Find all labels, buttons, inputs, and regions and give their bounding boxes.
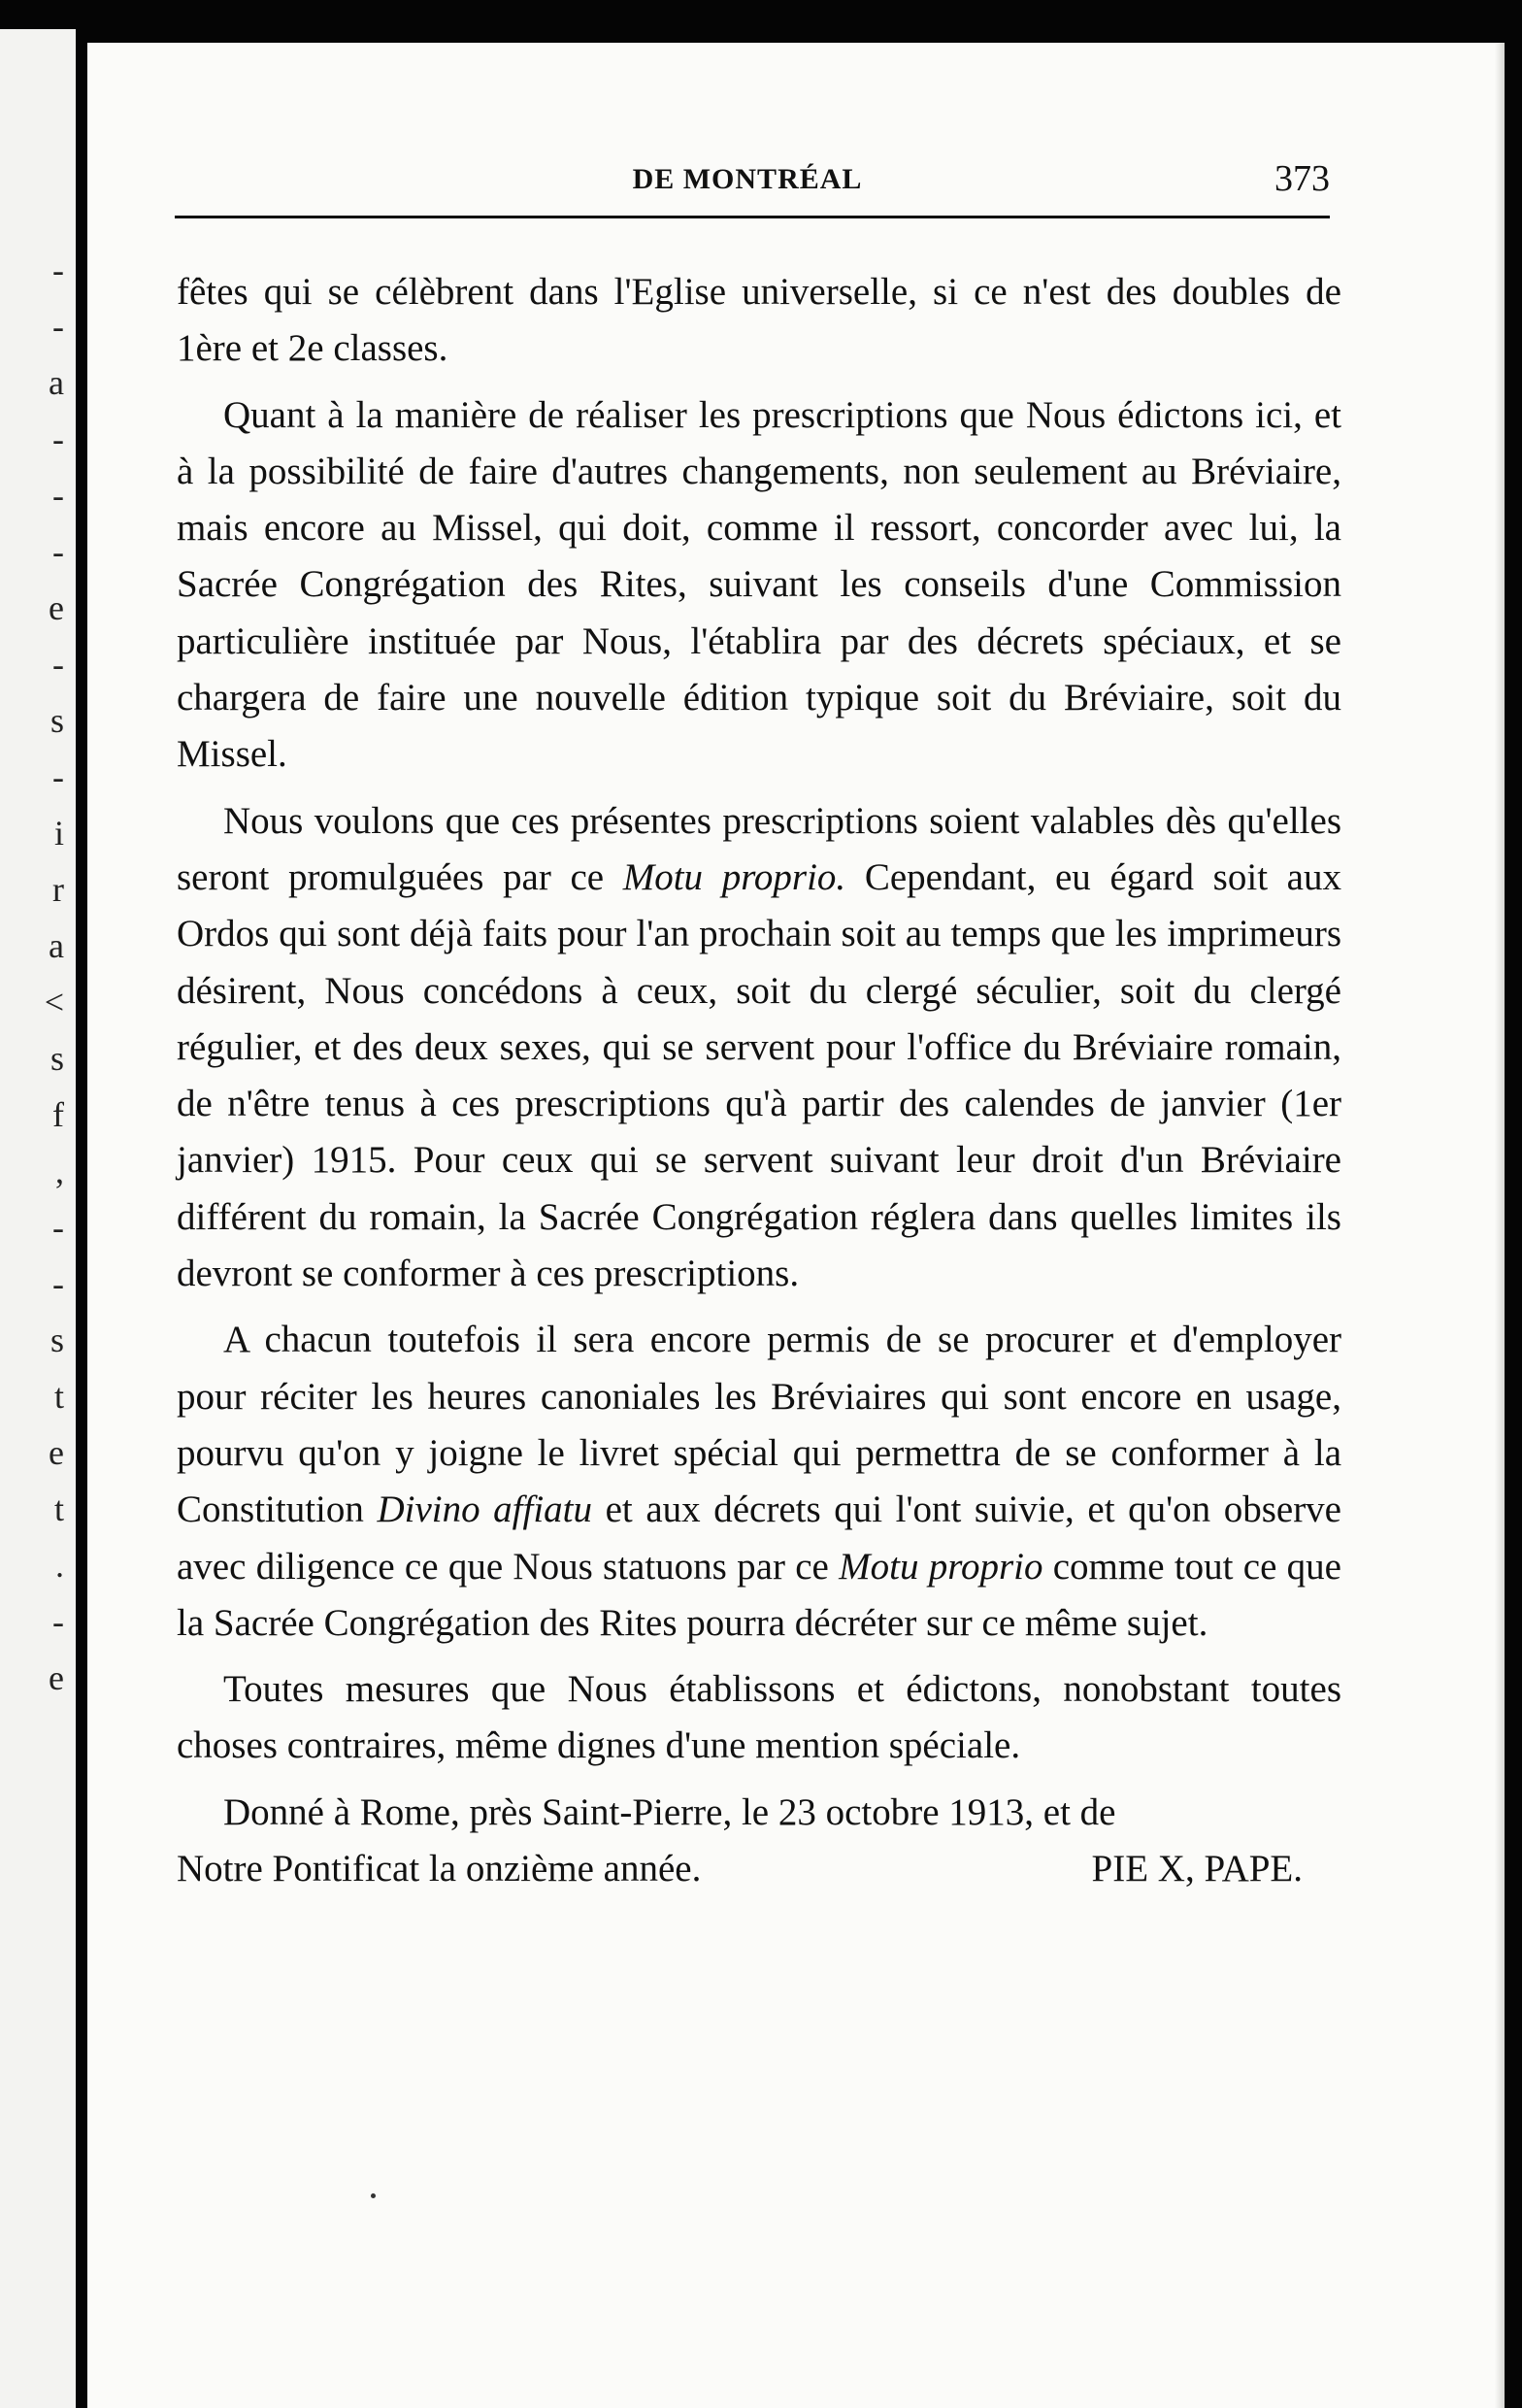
- text-run: et aux décrets qui l'ont suivie, et qu'on observe avec diligence ce que Nous statuons par ce: [177, 1488, 1341, 1588]
- italic-text: Motu proprio: [839, 1545, 1043, 1588]
- adjacent-page-fragment: f: [52, 1095, 64, 1134]
- adjacent-page-fragment: -: [52, 645, 64, 684]
- text-run: Quant à la manière de réaliser les prescriptions que Nous édictons ici, et à la possibilité de faire d'autres changements, non seulement au Bréviaire, mais encore au Missel, qui doit, comme il ressort, concorder avec lui, la Sacrée Congrégation des Rites, suivant les conseils d'une Commission particulière instituée par Nous, l'établira par des décrets spéciaux, et se chargera de faire une nouvelle édition typique soit du Bréviaire, soit du Missel.: [177, 393, 1341, 776]
- adjacent-page-fragment: ,: [55, 1152, 64, 1190]
- adjacent-page-fragment: s: [50, 1039, 64, 1078]
- page-edge-shadow: [1495, 43, 1505, 2408]
- papal-signature: PIE X, PAPE.: [1091, 1848, 1303, 1890]
- text-run: A chacun toutefois il sera encore permis de se procurer et d'employer pour réciter les heures canoniales les Bréviaires qui sont encore en usage, pourvu qu'on y joigne le livret spécial qui permettra de se conformer à la Constitution: [177, 1319, 1341, 1531]
- closing-date-line: Notre Pontificat la onzième année.: [177, 1848, 702, 1890]
- page-header: [165, 150, 1330, 208]
- header-rule: [175, 216, 1330, 218]
- page-number: 373: [1274, 158, 1330, 199]
- adjacent-page-fragment: <: [44, 983, 64, 1021]
- adjacent-page-fragment: -: [52, 419, 64, 458]
- adjacent-page-fragment: r: [52, 870, 64, 909]
- text-run: Nous voulons que ces présentes prescriptions soient valables dès qu'elles seront promulguées par ce: [177, 799, 1341, 898]
- paragraph: [177, 1661, 1341, 1775]
- paragraph: [177, 793, 1341, 1303]
- text-run: Cependant, eu égard soit aux Ordos qui sont déjà faits pour l'an prochain soit au temps que les imprimeurs désirent, Nous concédons à ceux, soit du clergé séculier, soit du clergé régulier, et des deux sexes, qui se servent pour l'office du Bréviaire romain, de n'être tenus à ces prescriptions qu'à partir des calendes de janvier (1er janvier) 1915. Pour ceux qui se servent suivant leur droit d'un Bréviaire différent du romain, la Sacrée Congrégation réglera dans quelles limites ils devront se conformer à ces prescriptions.: [177, 855, 1341, 1295]
- adjacent-page-fragment: a: [49, 363, 64, 402]
- text-run: Toutes mesures que Nous établissons et édictons, nonobstant toutes choses contraires, même dignes d'une mention spéciale.: [177, 1668, 1341, 1767]
- adjacent-page-fragment: -: [52, 1264, 64, 1303]
- text-run: fêtes qui se célèbrent dans l'Eglise universelle, si ce n'est des doubles de 1ère et 2e classes.: [177, 271, 1341, 370]
- print-speck: [371, 2193, 376, 2198]
- adjacent-page-fragment: s: [50, 1321, 64, 1359]
- adjacent-page-fragment: e: [49, 588, 64, 627]
- adjacent-page-fragment: -: [52, 307, 64, 346]
- text-run: Donné à Rome, près Saint-Pierre, le 23 octobre 1913, et de: [223, 1790, 1116, 1833]
- adjacent-page-fragment: -: [52, 1602, 64, 1641]
- adjacent-page-fragment: i: [53, 814, 64, 853]
- book-page: [87, 43, 1505, 2408]
- adjacent-page-fragment: t: [53, 1377, 64, 1416]
- adjacent-page-fragment: -: [52, 1208, 64, 1247]
- adjacent-page-fragment: a: [49, 926, 64, 965]
- running-head: DE MONTRÉAL: [632, 163, 863, 195]
- paragraph: [177, 1785, 1341, 1841]
- body-text: [177, 264, 1341, 1897]
- adjacent-page-fragment: .: [55, 1546, 64, 1585]
- adjacent-page-fragment: t: [53, 1489, 64, 1528]
- adjacent-page-fragment: e: [49, 1658, 64, 1697]
- italic-text: Divino affiatu: [377, 1488, 593, 1531]
- paragraph: [177, 387, 1341, 784]
- adjacent-page-fragment: -: [52, 251, 64, 289]
- adjacent-page-edge: [0, 29, 76, 2408]
- italic-text: Motu proprio.: [622, 855, 846, 898]
- adjacent-page-fragment: s: [50, 701, 64, 740]
- paragraph: [177, 1312, 1341, 1652]
- adjacent-page-fragment: e: [49, 1433, 64, 1472]
- adjacent-page-fragment: -: [52, 476, 64, 515]
- adjacent-page-fragment: -: [52, 532, 64, 571]
- adjacent-page-fragment: -: [52, 757, 64, 796]
- text-run: comme tout ce que la Sacrée Congrégation des Rites pourra décréter sur ce même sujet.: [177, 1545, 1341, 1644]
- closing-line: [177, 1841, 1341, 1897]
- paragraph: [177, 264, 1341, 378]
